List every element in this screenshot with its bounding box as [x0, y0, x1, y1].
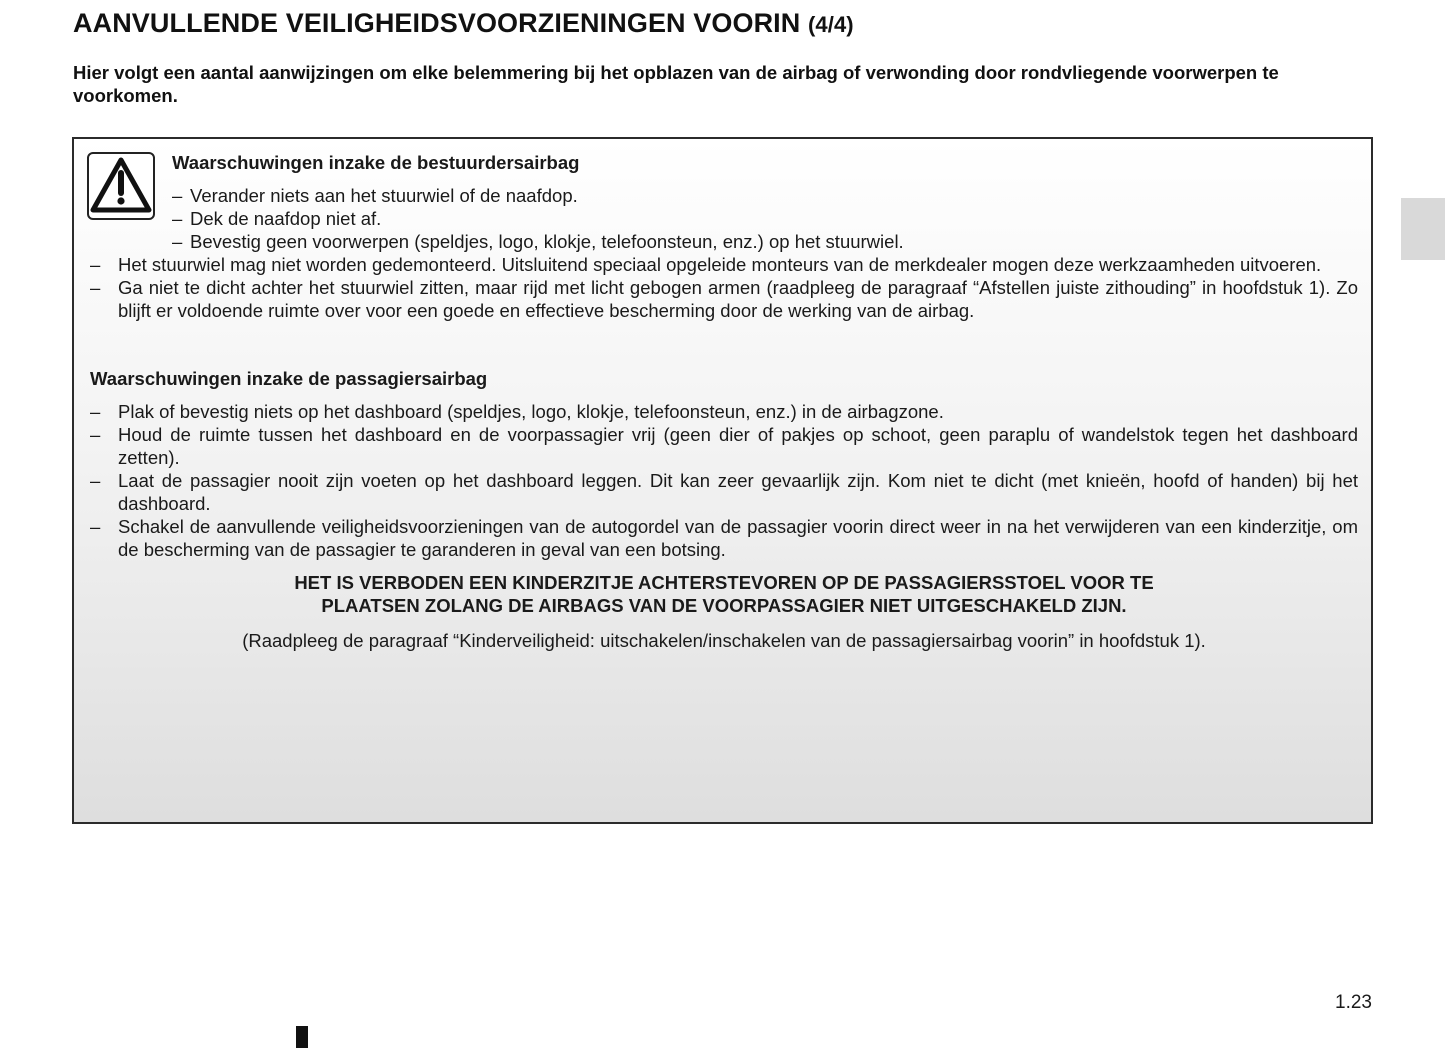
- list-dash: –: [172, 208, 183, 229]
- passenger-warnings-list: [90, 400, 1358, 561]
- chapter-tab-marker: [1401, 198, 1445, 260]
- page-number: 1.23: [1335, 992, 1372, 1013]
- list-dash: –: [90, 254, 101, 275]
- passenger-airbag-heading: Waarschuwingen inzake de passagiersairbag: [90, 368, 488, 389]
- list-item-text: Ga niet te dicht achter het stuurwiel zitten, maar rijd met licht gebogen armen (raadpleeg de paragraaf “Afstellen juiste zithouding” in hoofdstuk 1). Zo blijft er voldoende ruimte over voor een goede en effectieve bescherming door de werking van de airbag.: [118, 277, 1358, 321]
- intro-text: Hier volgt een aantal aanwijzingen om elke belemmering bij het opblazen van de airbag of verwonding door rondvliegende voorwerpen te voorkomen.: [73, 62, 1279, 106]
- list-dash: –: [90, 516, 101, 537]
- list-dash: –: [172, 185, 183, 206]
- warning-triangle-svg: [89, 154, 153, 218]
- warning-box: [72, 137, 1373, 824]
- driver-warnings-list: [90, 253, 1358, 322]
- list-dash: –: [90, 401, 101, 422]
- list-item-text: Verander niets aan het stuurwiel of de naafdop.: [190, 185, 578, 206]
- list-item: [90, 515, 1358, 561]
- list-item-text: Plak of bevestig niets op het dashboard (speldjes, logo, klokje, telefoonsteun, enz.) in de airbagzone.: [118, 401, 944, 422]
- warning-triangle-icon: [87, 152, 155, 220]
- page-title-text: AANVULLENDE VEILIGHEIDSVOORZIENINGEN VOORIN: [73, 8, 801, 38]
- list-item-text: Dek de naafdop niet af.: [190, 208, 382, 229]
- notice-reference: (Raadpleeg de paragraaf “Kinderveiligheid: uitschakelen/inschakelen van de passagiersairbag voorin” in hoofdstuk 1).: [242, 630, 1206, 651]
- print-mark: [296, 1026, 308, 1048]
- list-dash: –: [172, 231, 183, 252]
- page-title: [73, 8, 854, 39]
- notice-line: PLAATSEN ZOLANG DE AIRBAGS VAN DE VOORPASSAGIER NIET UITGESCHAKELD ZIJN.: [321, 595, 1127, 616]
- list-item: [90, 253, 1358, 276]
- list-dash: –: [90, 277, 101, 298]
- list-item-text: Houd de ruimte tussen het dashboard en de voorpassagier vrij (geen dier of pakjes op schoot, geen paraplu of wandelstok tegen het dashboard zetten).: [118, 424, 1358, 468]
- list-item-text: Het stuurwiel mag niet worden gedemonteerd. Uitsluitend speciaal opgeleide monteurs van de merkdealer mogen deze werkzaamheden uitvoeren.: [118, 254, 1322, 275]
- list-item: [90, 423, 1358, 469]
- page-part-indicator: (4/4): [807, 12, 854, 37]
- list-item: [90, 400, 1358, 423]
- list-dash: –: [90, 470, 101, 491]
- list-dash: –: [90, 424, 101, 445]
- list-item-text: Laat de passagier nooit zijn voeten op het dashboard leggen. Dit kan zeer gevaarlijk zijn. Kom niet te dicht (met knieën, hoofd of handen) bij het dashboard.: [118, 470, 1358, 514]
- list-item-text: Bevestig geen voorwerpen (speldjes, logo, klokje, telefoonsteun, enz.) op het stuurwiel.: [190, 231, 904, 252]
- list-item: [172, 207, 1352, 230]
- driver-indented-list: [172, 184, 1352, 253]
- driver-airbag-heading: Waarschuwingen inzake de bestuurdersairbag: [172, 152, 580, 173]
- list-item: [172, 184, 1352, 207]
- child-seat-prohibition-notice: [90, 571, 1358, 617]
- list-item-text: Schakel de aanvullende veiligheidsvoorzieningen van de autogordel van de passagier voorin direct weer in na het verwijderen van een kinderzitje, om de bescherming van de passagier te garanderen in geval van een botsing.: [118, 516, 1358, 560]
- list-item: [90, 276, 1358, 322]
- list-item: [90, 469, 1358, 515]
- notice-line: HET IS VERBODEN EEN KINDERZITJE ACHTERSTEVOREN OP DE PASSAGIERSSTOEL VOOR TE: [294, 572, 1154, 593]
- list-item: [172, 230, 1352, 253]
